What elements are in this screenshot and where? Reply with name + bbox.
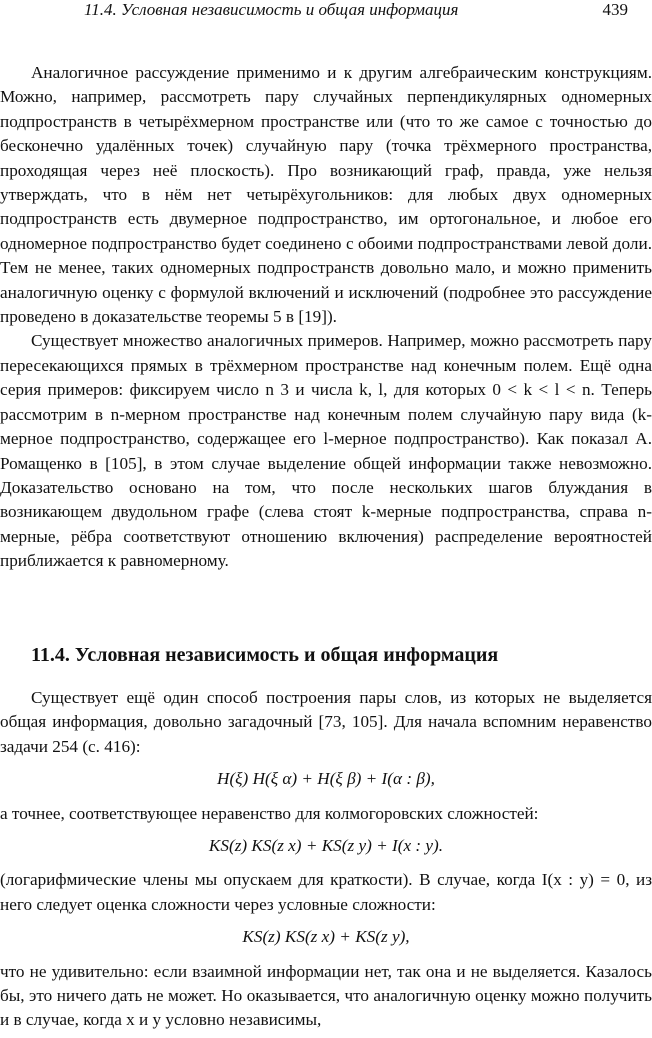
paragraph-kolmogorov: а точнее, соответствующее неравенство для колмогоровских сложностей: (0, 803, 539, 823)
paragraph-log-terms: (логарифмические члены мы опускаем для краткости). В случае, когда I(x : y) = 0, из него следует оценка сложности через условные сложности: (0, 870, 652, 914)
page-number: 439 (602, 0, 628, 19)
section-heading: 11.4. Условная независимость и общая информация (31, 644, 499, 666)
paragraph-algebraic-constructions: Аналогичное рассуждение применимо и к другим алгебраическим конструкциям. Можно, например, рассмотреть пару случайных перпендикулярных одномерных подпространств в четырёхмерном пространстве или (что то же самое с точностью до бесконечно удалённых точек) случайную пару (точка трёхмерного пространства, проходящая через неё плоскость). Про возникающий граф, правда, уже нельзя утверждать, что в нём нет четырёхугольников: для любых двух одномерных подпространств есть двумерное подпространство, им ортогональное, и любое его одномерное подпространство будет соединено с обоими подпространствами левой доли. Тем не менее, таких одномерных подпространств довольно мало, и можно применить аналогичную оценку с формулой включений и исключений (подробнее это рассуждение проведено в доказательстве теоремы 5 в [19]). (0, 63, 652, 327)
section-text-block (0, 686, 652, 1033)
running-header (0, 0, 652, 24)
formula-entropy-inequality: H(ξ) H(ξ α) + H(ξ β) + I(α : β), (217, 769, 435, 789)
paragraph-not-surprising: что не удивительно: если взаимной информации нет, так она и не выделяется. Казалось бы, это ничего дать не может. Но оказывается, что аналогичную оценку можно получить и в случае, когда x и y условно независимы, (0, 961, 652, 1030)
paragraph-another-method: Существует ещё один способ построения пары слов, из которых не выделяется общая информация, довольно загадочный [73, 105]. Для начала вспомним неравенство задачи 254 (с. 416): (0, 688, 652, 756)
top-text-block (0, 61, 652, 574)
running-title: 11.4. Условная независимость и общая информация (84, 0, 459, 19)
paragraph-many-examples: Существует множество аналогичных примеров. Например, можно рассмотреть пару пересекающихся прямых в трёхмерном пространстве над конечным полем. Ещё одна серия примеров: фиксируем число n 3 и числа k, l, для которых 0 < k < l < n. Теперь рассмотрим в n-мерном пространстве над конечным полем случайную пару вида (k-мерное подпространство, содержащее его l-мерное подпространство). Как показал А. Ромащенко в [105], в этом случае выделение общей информации также невозможно. Доказательство основано на том, что после нескольких шагов блуждания в возникающем двудольном графе (слева стоят k-мерные подпространства, справа n-мерные, рёбра соответствуют отношению включения) распределение вероятностей приближается к равномерному. (0, 331, 652, 571)
formula-kolmogorov-inequality: KS(z) KS(z x) + KS(z y) + I(x : y). (208, 836, 444, 856)
formula-conditional-bound: KS(z) KS(z x) + KS(z y), (242, 927, 410, 947)
